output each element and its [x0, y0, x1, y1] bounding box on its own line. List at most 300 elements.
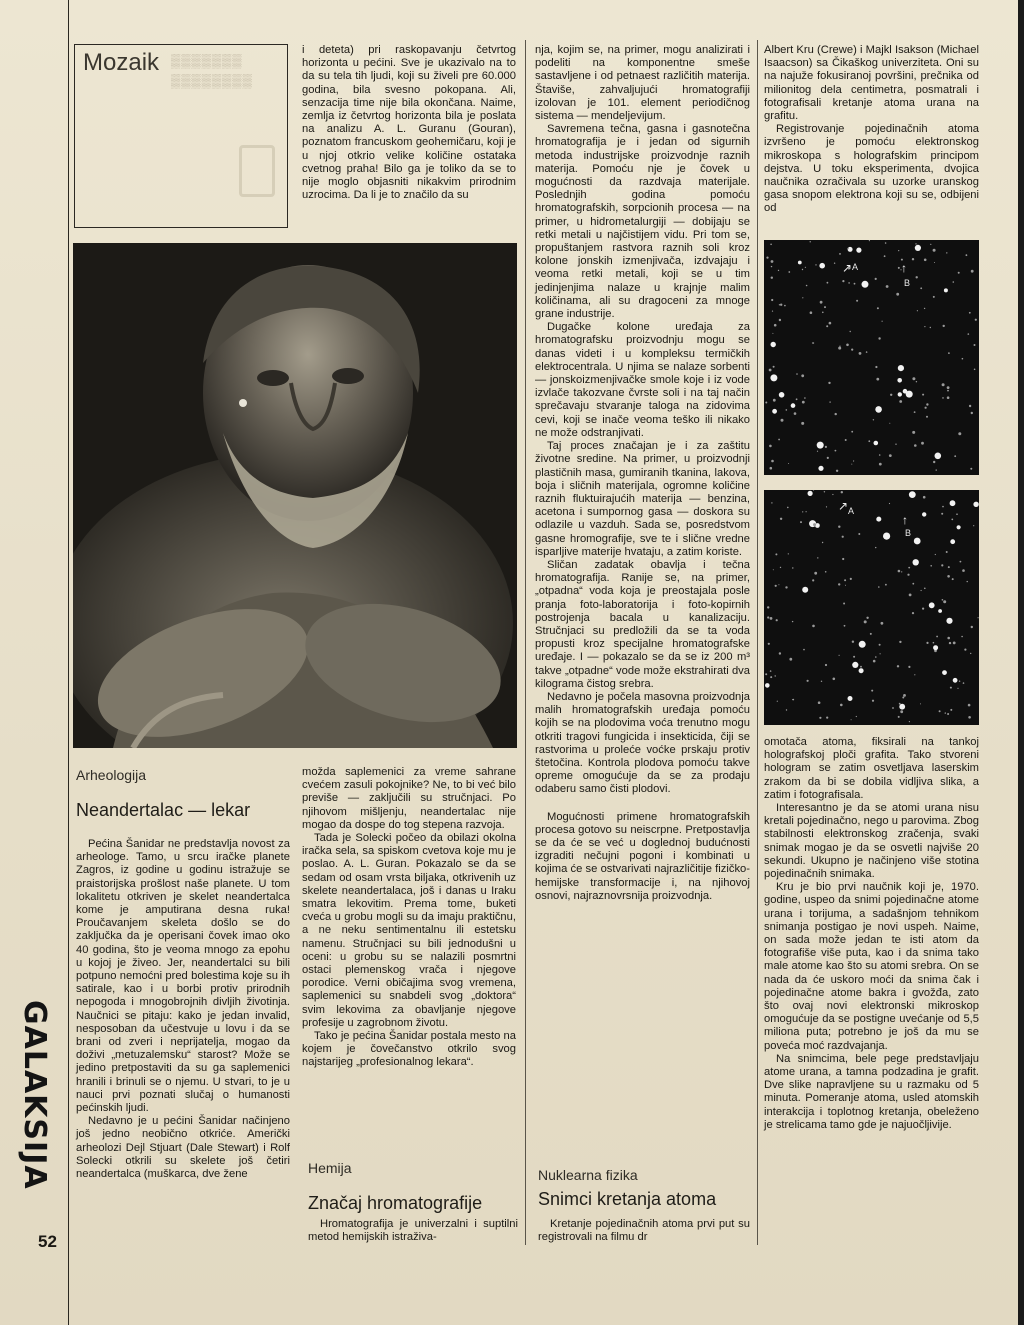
atom-dot — [812, 625, 815, 628]
atom-dot — [786, 409, 788, 411]
nuklearna-col3-start — [538, 1218, 750, 1244]
atom-dot — [957, 525, 961, 529]
atom-dot — [889, 423, 890, 424]
atom-dot — [853, 460, 854, 461]
atom-dot — [921, 590, 922, 591]
atom-dot — [902, 697, 904, 699]
atom-dot — [792, 621, 793, 622]
atom-dot — [943, 325, 945, 327]
atom-dot — [850, 578, 852, 580]
atom-dot — [898, 267, 900, 269]
atom-dot — [898, 250, 899, 251]
atom-dot — [933, 296, 935, 298]
atom-dot — [909, 721, 910, 722]
arrow-icon: ↗ — [842, 261, 853, 275]
atom-dot — [810, 241, 811, 242]
atom-dot — [947, 637, 950, 640]
atom-dot — [853, 656, 855, 658]
arheologija-col1 — [76, 838, 290, 1181]
atom-dot — [898, 716, 900, 718]
atom-dot — [897, 378, 902, 383]
paragraph: Registrovanje pojedinačnih atoma izvršeno je pomoću elektronskog mikroskopa s holografskim principom dejstva. U toku eksperimenta, dvojica naučnika ozračivala su uzorke uranskog gasa snopom elektrona koji su se, odbijeni od — [764, 123, 979, 215]
paragraph: Albert Kru (Crewe) i Majkl Isakson (Michael Isaacson) sa Čikaškog univerziteta. Oni su na najuže fokusiranoj površini, prečnika od milionitog dela centimetra, posmatrali i fotografisali kretanje atoma urana na grafitu. — [764, 44, 979, 123]
atom-dot — [819, 717, 821, 719]
atom-photo-1 — [764, 240, 979, 475]
atom-dot — [961, 636, 963, 638]
atom-dot — [886, 285, 889, 288]
atom-dot — [776, 619, 778, 621]
atom-dot — [958, 432, 961, 435]
atom-dot — [826, 506, 827, 507]
atom-dot — [880, 653, 881, 654]
atom-dot — [871, 690, 873, 692]
atom-dot — [933, 645, 938, 650]
atom-dot — [947, 386, 950, 389]
atom-dot — [772, 311, 773, 312]
atom-dot — [769, 445, 772, 448]
atom-dot — [772, 409, 777, 414]
atom-dot — [956, 513, 958, 515]
atom-dot — [915, 245, 921, 251]
atom-dot — [826, 325, 828, 327]
atom-dot — [912, 258, 914, 260]
atom-dot — [889, 454, 892, 457]
paragraph: Dugačke kolone uređaja za hromatografsku proizvodnju mogu se danas videti i u kompleksu termičkih elektrocentrala. U njima se nalaze sorbenti — jonskoizmenjivačke smole koje i iz vode izvlače takozvane čvrste soli i na taj način sprečavaju stvaranje taloga na zidovima cevi, koji se inače veoma teško ili nikako ne može odstranjivati. — [535, 321, 750, 439]
paragraph: Taj proces značajan je i za zaštitu životne sredine. Na primer, u proizvodnji plastičnih masa, gumiranih tkanina, lakova, boja i sličnih materijala, ogromne količine raznih fluktuirajućih materija — benzina, acetona i sumpornog gasa — doskora su odlazile u vazduh. Sada se, posredstvom gasne hromografije, sve te i slične vredne isparljive materije hvataju, a zatim koriste. — [535, 440, 750, 558]
atom-dot — [839, 253, 841, 255]
atom-dot — [767, 616, 769, 618]
atom-dot — [924, 588, 926, 590]
arrow-icon: ↗ — [838, 499, 849, 513]
headline-snimci: Snimci kretanja atoma — [538, 1189, 717, 1209]
atom-dot — [878, 337, 880, 339]
atom-dot — [771, 277, 773, 279]
atom-dot — [772, 333, 773, 334]
atom-dot — [966, 254, 968, 256]
atom-dot — [825, 446, 827, 448]
atom-dot — [852, 641, 854, 643]
atom-dot — [802, 511, 803, 512]
neanderthal-photo — [73, 243, 517, 748]
atom-dot — [771, 266, 772, 267]
atom-dot — [851, 349, 853, 351]
atom-dot — [898, 392, 902, 396]
atom-dot — [875, 366, 877, 368]
atom-dot — [903, 694, 906, 697]
atom-dot — [787, 507, 789, 509]
atom-dot — [948, 352, 950, 354]
atom-dot — [908, 567, 910, 569]
atom-dot — [926, 403, 928, 405]
atom-dot — [949, 642, 951, 644]
atom-dot — [786, 709, 787, 710]
atom-dot — [948, 566, 950, 568]
atom-dot — [874, 441, 879, 446]
atom-dot — [801, 422, 804, 425]
atom-dot — [926, 642, 928, 644]
atom-dot — [836, 470, 838, 472]
atom-dot — [771, 299, 773, 301]
atom-dot — [775, 553, 777, 555]
page-number: 52 — [38, 1232, 57, 1251]
atom-dot — [770, 467, 773, 470]
atom-dot — [925, 407, 927, 409]
atom-dot — [792, 567, 793, 568]
atom-dot — [953, 281, 955, 283]
atom-dot — [778, 270, 779, 271]
atom-dot — [875, 278, 877, 280]
atom-dot — [856, 716, 857, 717]
atom-dot — [841, 491, 843, 493]
atom-dot — [942, 383, 945, 386]
atom-dot — [967, 581, 968, 582]
atom-dot — [875, 406, 882, 413]
atom-dot — [842, 280, 844, 282]
atom-dot — [890, 394, 892, 396]
paragraph: Interesantno je da se atomi urana nisu kretali pojedinačno, nego u parovima. Zbog stabilnosti elektronskog zračenja, svaki snimak mogao je da se osvetli najviše 20 sekundi. Ukupno je načinjeno više stotina pojedinačnih snimaka. — [764, 802, 979, 881]
atom-dot — [814, 572, 817, 575]
section-label-hemija: Hemija — [308, 1160, 352, 1176]
section-label-arheologija: Arheologija — [76, 767, 147, 783]
atom-dot — [856, 300, 858, 302]
atom-dot — [765, 673, 767, 675]
atom-dot — [778, 439, 780, 441]
atom-photo-2 — [764, 490, 979, 725]
atom-dot — [879, 454, 881, 456]
atom-dot — [848, 696, 853, 701]
atom-dot — [883, 533, 890, 540]
atom-dot — [821, 681, 822, 682]
hemija-col3 — [535, 44, 750, 903]
atom-dot — [770, 617, 773, 620]
atom-dot — [798, 261, 802, 265]
atom-dot — [817, 451, 818, 452]
atom-dot — [968, 716, 971, 719]
atom-dot — [802, 401, 805, 404]
atom-dot — [896, 293, 899, 296]
atom-dot — [959, 681, 960, 682]
paragraph: Pećina Šanidar ne predstavlja novost za arheologe. Tamo, u srcu iračke planete Zagros, iz godine u godinu istražuje se praistorijska prošlost naše planete. U tom lokalitetu otkriven je skelet neandertalca kome je amputirana desna ruka! Proučavanjem skeleta došlo se do zaključka da je operisani čovek imao oko 40 godina, što je veoma mnogo za epohu u kojoj je živeo. Jer, neandertalci su bili potpuno nemoćni pred bolestima koje su ih satirale, kao i u borbi protiv prirodnih nepogoda i mnogobrojnih divljih životinja. Naučnici se pitaju: kako je jedan invalid, nesposoban da učestvuje u lovu i da se brani od zveri i neprijatelja, mogao da doživi „metuzalemsku“ starost? Može se jedino pretpostaviti da su ga saplemenici hranili i brinuli se o njemu. U stvari, to je u nauci prvi poznati slučaj o humanosti pećinskih ljudi. — [76, 838, 290, 1115]
atom-dot — [933, 642, 935, 644]
headline-hromatografija: Značaj hromatografije — [308, 1193, 483, 1213]
atom-dot — [970, 468, 972, 470]
atom-dot — [771, 460, 774, 463]
atom-dot — [935, 453, 942, 460]
atom-dot — [839, 655, 840, 656]
atom-dot — [840, 704, 843, 707]
atom-dot — [942, 599, 944, 601]
atom-dot — [818, 701, 821, 704]
atom-dot — [780, 567, 781, 568]
atom-dot — [964, 649, 966, 651]
col2-top-text — [302, 44, 516, 202]
atom-dot — [938, 609, 942, 613]
atom-dot — [788, 553, 789, 554]
atom-dot — [909, 491, 916, 498]
atom-dot — [848, 282, 850, 284]
atom-dot — [947, 575, 950, 578]
atom-dot — [793, 699, 795, 701]
spine-rule — [68, 0, 69, 1325]
atom-dot — [941, 513, 943, 515]
atom-dot — [848, 247, 853, 252]
atom-dot — [785, 586, 787, 588]
atom-dot — [946, 618, 952, 624]
paragraph: Kru je bio prvi naučnik koji je, 1970. godine, uspeo da snimi pojedinačne atome urana i torijuma, a sadašnjom tehnikom snimanja postigao je novi uspeh. Naime, on sada može jedan te isti atom da fotografiše više puta, kao i da snima tako male atome kao što su atomi srebra. On se nada da će uskoro moći da snima čak i pojedinačne atome bakra i gvožđa, zato što ovaj novi elektronski mikroskop omogućuje da se postigne uvećanje od 5,5 miliona puta; potrebno je još da mu se poveća moć razdvajanja. — [764, 881, 979, 1052]
atom-dot — [844, 579, 846, 581]
atom-dot — [829, 401, 830, 402]
atom-dot — [819, 263, 825, 269]
atom-dot — [813, 523, 816, 526]
atom-dot — [829, 322, 832, 325]
atom-dot — [930, 327, 931, 328]
atom-dot — [770, 244, 772, 246]
atom-dot — [889, 503, 890, 504]
atom-dot — [953, 642, 956, 645]
atom-dot — [912, 583, 914, 585]
arrow-icon: ↑ — [901, 261, 907, 275]
atom-dot — [802, 269, 803, 270]
atom-dot — [892, 707, 894, 709]
atom-dot — [773, 366, 775, 368]
atom-dot — [810, 311, 813, 314]
atom-dot — [950, 500, 956, 506]
atom-dot — [920, 703, 921, 704]
atom-dot — [942, 397, 944, 399]
paragraph: omotača atoma, fiksirali na tankoj holografskoj ploči grafita. Tako stvoreni hologram se zatim osvetljava laserskim zrakom da bi se dobila vidljiva slika, a zatim i fotografisala. — [764, 736, 979, 801]
atom-dot — [779, 392, 785, 398]
atom-dot — [770, 676, 772, 678]
atom-dot — [914, 674, 915, 675]
paragraph: Tako je pećina Šanidar postala mesto na kojem je čovečanstvo otkrilo svog najstarijeg „profesionalnog lekara“. — [302, 1030, 516, 1069]
atom-dot — [859, 641, 866, 648]
atom-dot — [914, 538, 921, 545]
atom-dot — [909, 594, 912, 597]
atom-dot — [833, 678, 836, 681]
atom-dot — [950, 539, 955, 544]
atom-dot — [796, 398, 798, 400]
atom-dot — [788, 463, 789, 464]
atom-dot — [906, 391, 913, 398]
atom-dot — [922, 512, 926, 516]
atom-dot — [899, 703, 901, 705]
atom-dot — [817, 557, 818, 558]
nuklearna-col4-top — [764, 44, 979, 216]
atom-dot — [953, 678, 958, 683]
atom-dot — [781, 419, 784, 422]
label-a: A — [852, 262, 859, 272]
atom-dot — [900, 710, 903, 713]
atom-dot — [944, 288, 948, 292]
atom-dot — [834, 263, 835, 264]
atom-dot — [765, 683, 770, 688]
atom-dot — [866, 351, 868, 353]
col2-top-paragraph: i deteta) pri raskopavanju četvrtog horizonta u pećini. Sve je ukazivalo na to da su tela tih ljudi, koji su živeli pre 60.000 godina, bila svesno pokopana. Ali, senzacija time nije bila okončana. Naime, zemlja iz četvrtog horizonta bila je poslata na analizu A. L. Guranu (Gouran), poznatom francuskom geohemičaru, koji je u njoj otkrio velike količine ostataka cvetnog praha! Bilo ga je toliko da se to nije moglo objasniti nikakvim prirodnim uzrocima. Da li je to značilo da su — [302, 44, 516, 202]
atom-dot — [951, 519, 953, 521]
paragraph: Mogućnosti primene hromatografskih procesa gotovo su neiscrpne. Pretpostavlja se da će se već u doglednoj budućnosti izgraditi nečujni pogoni i kombinati u kojima će se ostvarivati najrazličitije fizičko-hemijske transformacije i, na njihovoj osnovi, najraznovrsnija proizvodnja. — [535, 810, 750, 902]
atom-dot — [914, 444, 917, 447]
atom-dot — [872, 700, 874, 702]
section-label-nuklearna: Nuklearna fizika — [538, 1167, 638, 1183]
paragraph: Na snimcima, bele pege predstavljaju atome urana, a tamna podzadina je grafit. Dve slike napravljene su u razmaku od 5 minuta. Pomeranje atoma, usled atomskih interakcija i toplotnog kretanja, obeleženo je strelicama tamo gde je najuočljivije. — [764, 1052, 979, 1131]
atom-dot — [854, 283, 856, 285]
atom-dot — [912, 377, 915, 380]
neanderthal-sculpture-image — [73, 243, 517, 748]
atom-dot — [779, 652, 781, 654]
atom-dot — [916, 276, 918, 278]
atom-dot — [970, 653, 971, 654]
atom-dot — [864, 620, 867, 623]
atom-dot — [767, 606, 769, 608]
atom-dot — [942, 670, 947, 675]
paragraph: možda saplemenici za vreme sahrane cvećem zasuli pokojnike? Ne, to bi već bilo previše — zaključili su stručnjaci. Po njihovom mišljenju, neandertalac nije mogao da dospe do tog stepena razvoja. — [302, 766, 516, 831]
paragraph: Nedavno je u pećini Šanidar načinjeno još jedno neobično otkriće. Američki arheolozi Dejl Stjuart (Dale Stewart) i Rolf Solecki otkrili su skelete još četiri neandertalca (muškarca, dve žene — [76, 1115, 290, 1181]
atom-dot — [942, 506, 944, 508]
atom-dot — [968, 704, 971, 707]
atom-dot — [850, 331, 851, 332]
atom-dot — [822, 542, 823, 543]
atom-dot — [775, 675, 776, 676]
atom-dot — [974, 344, 976, 346]
atom-dot — [936, 636, 938, 638]
atom-dot — [943, 600, 946, 603]
atom-dot — [878, 586, 880, 588]
nuklearna-col4-bottom — [764, 736, 979, 1132]
atom-dot — [873, 419, 874, 420]
atom-dot — [897, 665, 899, 667]
atom-dot — [933, 249, 936, 252]
atom-dot — [766, 257, 768, 259]
atom-dot — [941, 564, 943, 566]
atom-dot — [773, 569, 774, 570]
atom-dot — [788, 271, 790, 273]
atom-dot — [773, 399, 776, 402]
atom-dot — [770, 670, 772, 672]
atom-dot — [898, 365, 904, 371]
atom-dot — [917, 310, 918, 311]
atom-dot — [815, 264, 816, 265]
arheologija-col2 — [302, 766, 516, 1070]
atom-dot — [898, 570, 901, 573]
arrow-icon: ↑ — [902, 513, 908, 527]
atom-dot — [969, 312, 971, 314]
atom-dot — [924, 259, 927, 262]
atom-dot — [777, 701, 778, 702]
atom-dot — [856, 248, 861, 253]
atom-dot — [765, 402, 767, 404]
atom-dot — [852, 662, 858, 668]
atom-dot — [869, 240, 870, 241]
paragraph: Hromatografija je univerzalni i suptilni metod hemijskih istraživa- — [308, 1218, 518, 1244]
atom-dot — [885, 584, 887, 586]
atom-dot — [842, 558, 844, 560]
atom-dot — [827, 282, 829, 284]
atom-dot — [946, 252, 947, 253]
atom-dot — [789, 658, 792, 661]
atom-dot — [771, 342, 776, 347]
column-title: Mozaik — [83, 49, 160, 76]
atom-dot — [844, 625, 846, 627]
atom-dot — [930, 565, 932, 567]
label-a: A — [848, 506, 855, 516]
atom-dot — [838, 347, 841, 350]
atom-dot — [899, 400, 902, 403]
atom-dot — [930, 244, 931, 245]
atom-dot — [851, 464, 852, 465]
atom-dot — [771, 502, 772, 503]
atom-dot — [774, 324, 777, 327]
paragraph: Savremena tečna, gasna i gasnotečna hromatografija je i jedan od sigurnih metoda industrijske proizvodnje raznih materija. Pomoću nje je čovek u mogućnosti da razdvaja materijale. Poslednjih godina pomoću hromatografskih, sorpcionih procesa — na primer, u hidrometalurgiji — dobijaju se retki metali u najčistijem vidu. Pri tom se, propuštanjem rastvora raznih soli kroz kolone jonskih izmenjivača, izdvajaju i veoma retki metali, koji se u tim jedinjenjima nalaze u krajnje malim količinama, ali su dragoceni za mnoge grane industrije. — [535, 123, 750, 321]
atom-dot — [780, 518, 782, 520]
atom-dot — [808, 491, 813, 496]
atom-dot — [860, 666, 862, 668]
atom-dot — [827, 457, 829, 459]
atom-dot — [901, 571, 902, 572]
atom-dot — [846, 344, 849, 347]
atom-dot — [784, 305, 786, 307]
atom-dot — [847, 248, 849, 250]
atom-dot — [950, 709, 952, 711]
atom-dot — [875, 656, 877, 658]
atom-dot — [926, 416, 928, 418]
atom-dot — [839, 346, 840, 347]
atom-dot — [962, 358, 964, 360]
atom-dot — [851, 431, 853, 433]
page-edge — [1018, 0, 1024, 1325]
atom-dot — [947, 396, 950, 399]
atom-dot — [947, 713, 949, 715]
atom-dot — [817, 442, 824, 449]
atom-dot — [968, 333, 970, 335]
atom-dots-image-2 — [764, 490, 979, 725]
atom-dot — [805, 267, 806, 268]
atom-dot — [796, 373, 798, 375]
atom-dot — [859, 352, 862, 355]
atom-dot — [812, 579, 814, 581]
atom-dot — [962, 569, 965, 572]
paragraph: Tada je Solecki počeo da obilazi okolna iračka sela, sa spiskom cvetova koje mu je poslao. A. L. Guran. Pokazalo se da se sedam od osam vrsta biljaka, otkrivenih uz skelete neandertalaca, još i danas u Iraku smatra lekovitim. Prema tome, buketi cveća u grobu mogli su da imaju praktičnu, a ne neku sentimentalnu ili estetsku namenu. Stručnjaci su bili jednodušni u oceni: u grobu su se nalazili posmrtni ostaci plemenskog vrača i njegove porodice. Verni običajima svog vremena, saplemenici su snabdeli svog „doktora“ svim lekovima za obavljanje njegove profesije u zagrobnom životu. — [302, 832, 516, 1029]
headline-neandertalac: Neandertalac — lekar — [76, 800, 251, 820]
atom-dot — [975, 319, 977, 321]
atom-dots-image-1 — [764, 240, 979, 475]
show-through-mark — [239, 145, 275, 197]
atom-dot — [812, 342, 813, 343]
atom-dot — [877, 307, 879, 309]
atom-dot — [936, 469, 937, 470]
atom-dot — [802, 587, 808, 593]
atom-dot — [866, 617, 868, 619]
atom-dot — [845, 439, 847, 441]
atom-dot — [933, 461, 935, 463]
atom-dot — [858, 533, 860, 535]
atom-dot — [971, 270, 974, 273]
magazine-name: GALAKSIJA — [17, 1000, 52, 1190]
atom-dot — [822, 312, 824, 314]
atom-dot — [868, 440, 870, 442]
atom-dot — [923, 496, 926, 499]
atom-dot — [876, 517, 881, 522]
atom-dot — [973, 502, 978, 507]
atom-dot — [824, 491, 825, 492]
atom-dot — [907, 574, 909, 576]
atom-dot — [804, 397, 806, 399]
atom-dot — [914, 411, 916, 413]
atom-dot — [945, 712, 946, 713]
atom-dot — [832, 494, 833, 495]
atom-dot — [825, 664, 827, 666]
atom-dot — [978, 617, 979, 618]
atom-dot — [778, 584, 779, 585]
